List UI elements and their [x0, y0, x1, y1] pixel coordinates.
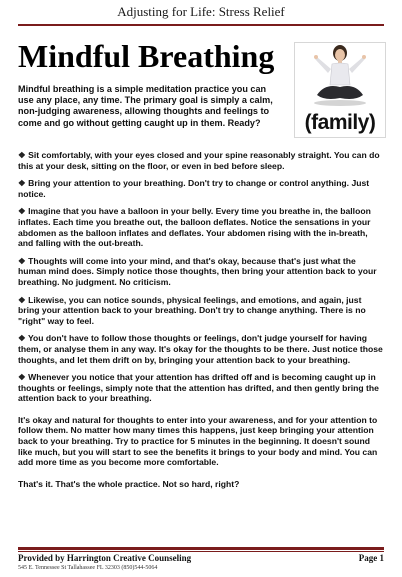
bullet-text: Imagine that you have a balloon in your belly. Every time you breathe in, the balloon inflates. Each time you breathe out, the balloon deflates. Notice the sensations in your abdomen as the balloon inflates and deflates. Your abdomen rising with the in-breath, and falling with the out-breath.	[18, 206, 371, 249]
intro-paragraph: Mindful breathing is a simple meditation practice you can use any place, any time. The primary goal is simply a calm, non-judging awareness, allowing thoughts and feelings to come and go without getting caught up in them. Ready?	[18, 84, 273, 128]
document-title: Mindful Breathing	[18, 38, 275, 74]
page-number: Page 1	[358, 553, 384, 563]
bullet-diamond-icon: ❖	[18, 206, 26, 217]
list-item	[18, 333, 384, 365]
bullet-text: Whenever you notice that your attention has drifted off and is becoming caught up in thoughts or feelings, simply note that the attention has drifted, and then gently bring the attention back to your breathing.	[18, 372, 379, 404]
footer-address: 545 E. Tennessee St Tallahassee FL 32303 (850)544-5064	[18, 565, 158, 571]
bullet-diamond-icon: ❖	[18, 333, 26, 344]
list-item	[18, 178, 384, 199]
bullet-text: Bring your attention to your breathing. Don't try to change or control anything. Just notice.	[18, 178, 370, 199]
closing-line: That's it. That's the whole practice. Not so hard, right?	[18, 478, 240, 489]
header-title: Adjusting for Life: Stress Relief	[117, 4, 285, 19]
header-divider	[18, 24, 384, 26]
list-item	[18, 372, 384, 404]
instructions-body	[18, 150, 384, 496]
bullet-diamond-icon: ❖	[18, 372, 26, 383]
bullet-diamond-icon: ❖	[18, 294, 26, 305]
footer-divider	[18, 547, 384, 550]
bullet-text: Likewise, you can notice sounds, physical feelings, and emotions, and again, just bring your attention back to your breathing. Don't try to change anything. There is no "right" way to feel.	[18, 294, 366, 326]
logo-text: (family)	[304, 111, 376, 134]
bullet-text: Sit comfortably, with your eyes closed and your spine reasonably straight. You can do this at your desk, sitting on the floor, or even in bed before sleep.	[18, 150, 380, 171]
bullet-diamond-icon: ❖	[18, 255, 26, 266]
bullet-text: Thoughts will come into your mind, and that's okay, because that's just what the human mind does. Simply notice those thoughts, then bring your attention back to your breathing. No judgment. No criticism.	[18, 255, 377, 287]
family-logo	[294, 42, 386, 138]
list-item	[18, 256, 384, 288]
closing-paragraph: It's okay and natural for thoughts to enter into your awareness, and for your attention to follow them. No matter how many times this happens, just keep bringing your attention back to your breathing. Try to practice for 5 minutes in the beginning. It doesn't sound like much, but you will start to see the benefits it brings to your body and mind. You can add more time as you become more comfortable.	[18, 414, 378, 468]
list-item	[18, 150, 384, 171]
footer-divider-thin	[18, 551, 384, 552]
bullet-diamond-icon: ❖	[18, 178, 26, 189]
bullet-text: You don't have to follow those thoughts or feelings, don't judge yourself for having them, or analyse them in any way. It's okay for the thoughts to be there. Just notice those thoughts, and let them drift on by, bringing your attention back to your breathing.	[18, 333, 383, 365]
list-item	[18, 206, 384, 248]
meditating-figure-icon	[295, 43, 385, 113]
footer-provider: Provided by Harrington Creative Counseling	[18, 553, 192, 563]
list-item	[18, 295, 384, 327]
bullet-diamond-icon: ❖	[18, 150, 26, 160]
